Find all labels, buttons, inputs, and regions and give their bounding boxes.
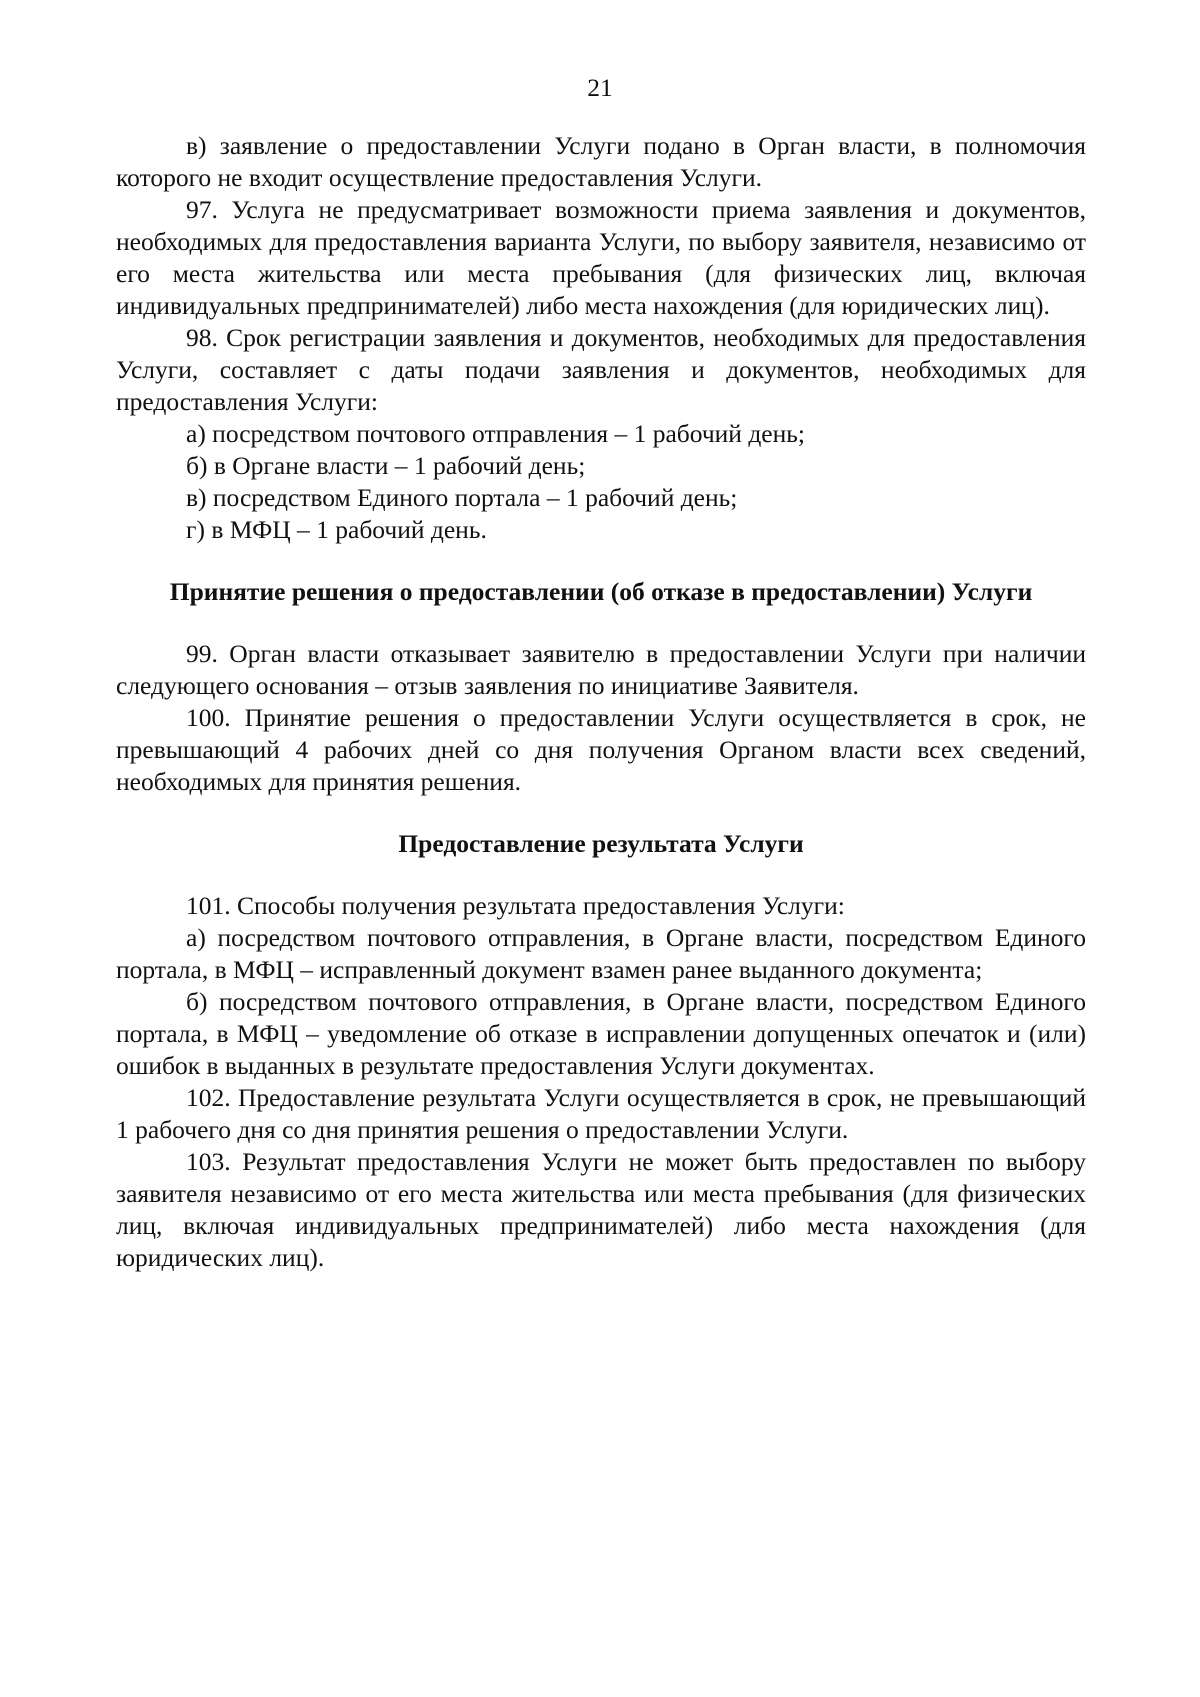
list-item-98g: г) в МФЦ – 1 рабочий день.: [186, 515, 487, 544]
paragraph-97: 97. Услуга не предусматривает возможности приема заявления и документов, необходимых для предоставления варианта Услуги, по выбору заявителя, независимо от его места жительства или места пребывания (для физических лиц, включая индивидуальных предпринимателей) либо места нахождения (для юридических лиц).: [116, 195, 1086, 320]
paragraph-102: 102. Предоставление результата Услуги осуществляется в срок, не превышающий 1 рабочего дня со дня принятия решения о предоставлении Услуги.: [116, 1083, 1086, 1144]
list-item-98a: а) посредством почтового отправления – 1 рабочий день;: [186, 419, 805, 448]
section-heading-result: Предоставление результата Услуги: [398, 829, 804, 858]
list-item-101a: а) посредством почтового отправления, в Органе власти, посредством Единого портала, в МФЦ – исправленный документ взамен ранее выданного документа;: [116, 923, 1086, 984]
list-item-98b: б) в Органе власти – 1 рабочий день;: [186, 451, 586, 480]
list-item-98v: в) посредством Единого портала – 1 рабочий день;: [186, 483, 738, 512]
page-number: 21: [587, 73, 613, 102]
paragraph-98: 98. Срок регистрации заявления и документов, необходимых для предоставления Услуги, составляет с даты подачи заявления и документов, необходимых для предоставления Услуги:: [116, 323, 1086, 416]
paragraph-100: 100. Принятие решения о предоставлении Услуги осуществляется в срок, не превышающий 4 рабочих дней со дня получения Органом власти всех сведений, необходимых для принятия решения.: [116, 703, 1086, 796]
list-item-101b: б) посредством почтового отправления, в Органе власти, посредством Единого портала, в МФЦ – уведомление об отказе в исправлении допущенных опечаток и (или) ошибок в выданных в результате предоставления Услуги документах.: [116, 987, 1086, 1080]
section-heading-decision: Принятие решения о предоставлении (об отказе в предоставлении) Услуги: [169, 577, 1033, 606]
paragraph-103: 103. Результат предоставления Услуги не может быть предоставлен по выбору заявителя независимо от его места жительства или места пребывания (для физических лиц, включая индивидуальных предпринимателей) либо места нахождения (для юридических лиц).: [116, 1147, 1086, 1272]
paragraph-96v: в) заявление о предоставлении Услуги подано в Орган власти, в полномочия которого не входит осуществление предоставления Услуги.: [116, 131, 1086, 192]
document-body: [116, 130, 1086, 1274]
paragraph-99: 99. Орган власти отказывает заявителю в предоставлении Услуги при наличии следующего основания – отзыв заявления по инициативе Заявителя.: [116, 639, 1086, 700]
paragraph-101: 101. Способы получения результата предоставления Услуги:: [186, 891, 845, 920]
